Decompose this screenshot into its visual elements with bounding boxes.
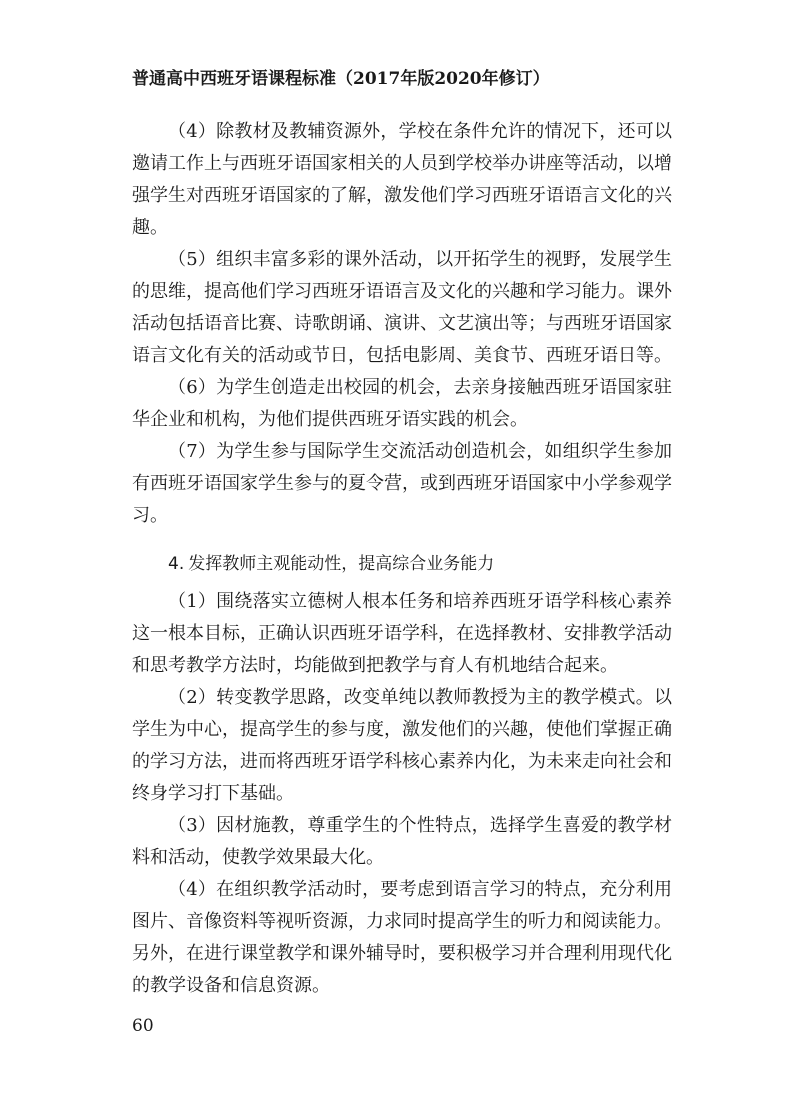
section-number: 4. xyxy=(168,554,185,574)
paragraph-group-2 xyxy=(132,586,672,1002)
page-body xyxy=(132,116,672,1002)
paragraph: （6）为学生创造走出校园的机会，去亲身接触西班牙语国家驻华企业和机构，为他们提供西班牙语实践的机会。 xyxy=(132,377,672,430)
section-title: 发挥教师主观能动性，提高综合业务能力 xyxy=(188,554,495,574)
paragraph: （5）组织丰富多彩的课外活动，以开拓学生的视野，发展学生的思维，提高他们学习西班牙语语言及文化的兴趣和学习能力。课外活动包括语音比赛、诗歌朗诵、演讲、文艺演出等；与西班牙语国家语言文化有关的活动或节日，包括电影周、美食节、西班牙语日等。 xyxy=(132,249,672,366)
paragraph: （4）除教材及教辅资源外，学校在条件允许的情况下，还可以邀请工作上与西班牙语国家相关的人员到学校举办讲座等活动，以增强学生对西班牙语国家的了解，激发他们学习西班牙语语言文化的兴趣。 xyxy=(132,121,672,238)
section-heading xyxy=(132,548,672,580)
paragraph: （1）围绕落实立德树人根本任务和培养西班牙语学科核心素养这一根本目标，正确认识西班牙语学科，在选择教材、安排教学活动和思考教学方法时，均能做到把教学与育人有机地结合起来。 xyxy=(132,591,672,676)
paragraph-group-1 xyxy=(132,116,672,532)
page-number: 60 xyxy=(132,1016,154,1036)
paragraph: （3）因材施教，尊重学生的个性特点，选择学生喜爱的教学材料和活动，使教学效果最大化。 xyxy=(132,815,672,868)
paragraph: （2）转变教学思路，改变单纯以教师教授为主的教学模式。以学生为中心，提高学生的参与度，激发他们的兴趣，使他们掌握正确的学习方法，进而将西班牙语学科核心素养内化，为未来走向社会和终身学习打下基础。 xyxy=(132,687,672,804)
paragraph: （7）为学生参与国际学生交流活动创造机会，如组织学生参加有西班牙语国家学生参与的夏令营，或到西班牙语国家中小学参观学习。 xyxy=(132,441,672,526)
running-header: 普通高中西班牙语课程标准（2017年版2020年修订） xyxy=(132,69,550,89)
paragraph: （4）在组织教学活动时，要考虑到语言学习的特点，充分利用图片、音像资料等视听资源，力求同时提高学生的听力和阅读能力。另外，在进行课堂教学和课外辅导时，要积极学习并合理利用现代化的教学设备和信息资源。 xyxy=(132,879,672,996)
